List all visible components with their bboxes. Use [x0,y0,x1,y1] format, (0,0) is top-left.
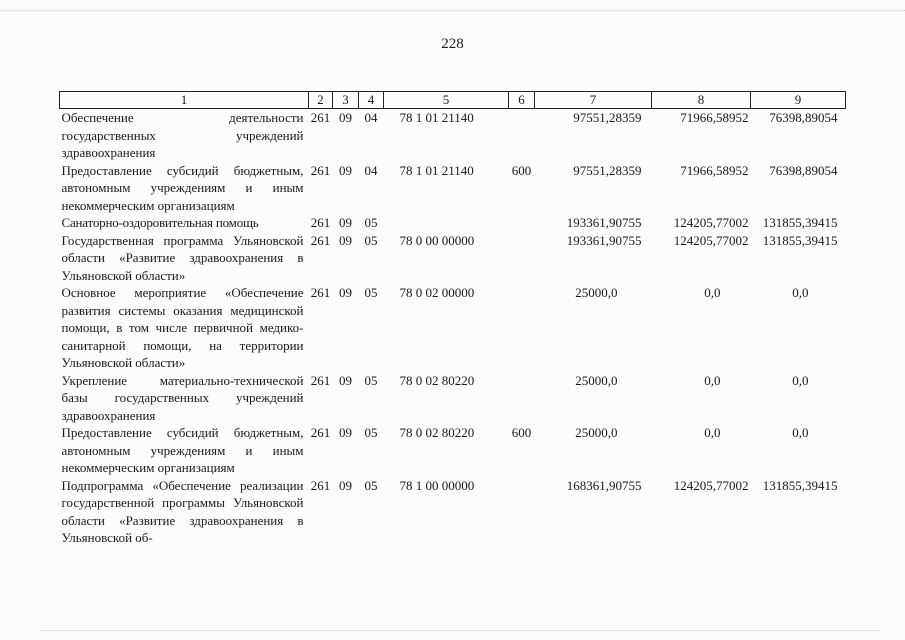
row-subsection: 04 [364,162,378,178]
row-amount-col7: 97551,28359 [573,162,642,178]
row-expense-type [509,284,535,372]
row-expense-type: 600 [511,162,532,178]
row-amount-col7: 193361,90755 [566,232,642,248]
row-target-code: 78 0 02 80220 [399,425,475,440]
row-amount-col9: 0,0 [792,372,809,388]
row-amount-col9: 131855,39415 [762,232,838,248]
header-col-3: 3 [333,92,359,109]
row-subsection: 05 [364,372,378,388]
table-row [60,477,846,547]
row-section: 09 [339,477,352,493]
row-amount-col7: 168361,90755 [566,477,642,493]
row-subsection: 05 [364,477,378,493]
row-amount-col8: 124205,77002 [673,477,749,493]
table-row [60,372,846,425]
row-section: 09 [339,372,352,388]
row-amount-col9: 76398,89054 [769,162,838,178]
row-name: Предоставление субсидий бюджетным, автономным учреждениям и иным некоммерческим организациям [61,162,304,213]
row-amount-col8: 0,0 [704,285,721,300]
table-row [60,424,846,477]
header-col-2: 2 [309,92,333,109]
row-section: 09 [339,285,352,300]
row-section: 09 [339,110,352,125]
row-amount-col9: 76398,89054 [769,110,838,125]
row-target-code: 78 1 01 21140 [399,162,474,178]
row-chapter: 261 [310,477,331,493]
page-number: 228 [441,36,464,52]
table-row [60,284,846,372]
row-expense-type [509,109,535,162]
row-chapter: 261 [310,425,331,440]
header-col-5: 5 [384,92,509,109]
row-target-code: 78 0 02 00000 [399,285,475,300]
row-chapter: 261 [310,372,331,388]
row-amount-col7: 25000,0 [575,285,618,300]
table-body [60,109,846,547]
row-subsection: 04 [364,110,378,125]
table-row [60,162,846,215]
row-name: Государственная программа Ульяновской области «Развитие здравоохранения в Ульяновской области» [61,232,304,283]
row-subsection: 05 [364,425,378,440]
row-section: 09 [339,232,352,248]
row-target-code: 78 0 00 00000 [399,232,475,248]
table-row [60,214,846,232]
row-amount-col9: 0,0 [792,285,809,300]
table-row [60,232,846,285]
row-subsection: 05 [364,285,378,300]
header-col-6: 6 [509,92,535,109]
row-expense-type [509,232,535,285]
row-name: Подпрограмма «Обеспечение реализации государственной программы Ульяновской области «Развитие здравоохранения в Ульяновской об- [61,477,304,545]
header-col-9: 9 [751,92,846,109]
row-amount-col7: 97551,28359 [573,110,642,125]
header-col-4: 4 [359,92,384,109]
row-amount-col8: 0,0 [704,372,721,388]
row-name: Санаторно-оздоровительная помощь [61,215,259,230]
table-header [60,92,846,109]
table-row [60,109,846,162]
row-amount-col8: 124205,77002 [673,215,749,230]
row-expense-type [509,477,535,547]
row-expense-type [509,372,535,425]
row-amount-col9: 131855,39415 [762,477,838,493]
scan-edge-bottom [40,630,880,631]
row-name: Укрепление материально-технической базы государственных учреждений здравоохранения [61,372,304,423]
row-amount-col8: 0,0 [704,425,721,440]
row-target-code: 78 1 00 00000 [399,477,475,493]
row-chapter: 261 [310,162,331,178]
row-amount-col7: 193361,90755 [566,215,642,230]
header-row [60,92,846,109]
header-col-7: 7 [535,92,652,109]
header-col-8: 8 [652,92,751,109]
row-amount-col9: 0,0 [792,425,809,440]
row-section: 09 [339,215,352,230]
row-amount-col8: 124205,77002 [673,232,749,248]
row-subsection: 05 [364,232,378,248]
row-amount-col7: 25000,0 [575,372,618,388]
row-amount-col8: 71966,58952 [680,162,749,178]
scan-edge-top [0,0,905,11]
budget-table [59,91,846,547]
row-target-code [384,214,509,232]
row-name: Обеспечение деятельности государственных учреждений здравоохранения [61,110,304,160]
row-name: Предоставление субсидий бюджетным, автономным учреждениям и иным некоммерческим организациям [61,425,304,475]
row-amount-col7: 25000,0 [575,425,618,440]
row-name: Основное мероприятие «Обеспечение развития системы оказания медицинской помощи, в том числе первичной медико-санитарной помощи, на территории Ульяновской области» [61,285,304,370]
row-subsection: 05 [364,215,378,230]
row-section: 09 [339,425,352,440]
row-chapter: 261 [310,232,331,248]
row-section: 09 [339,162,352,178]
row-chapter: 261 [310,215,331,230]
row-chapter: 261 [310,285,331,300]
row-expense-type: 600 [511,425,532,440]
row-target-code: 78 0 02 80220 [399,372,475,388]
header-col-1: 1 [60,92,309,109]
row-expense-type [509,214,535,232]
row-amount-col9: 131855,39415 [762,215,838,230]
row-amount-col8: 71966,58952 [680,110,749,125]
row-target-code: 78 1 01 21140 [399,110,474,125]
row-chapter: 261 [310,110,331,125]
